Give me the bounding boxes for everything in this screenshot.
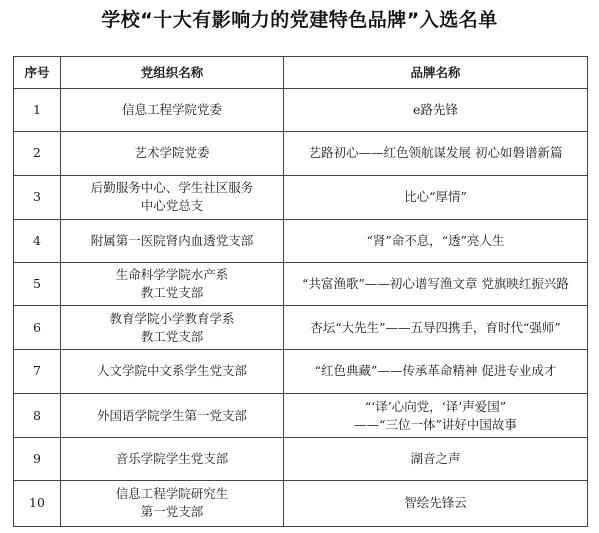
table-row [14, 480, 588, 526]
brand-name-cell [284, 89, 588, 132]
brand-name-line: “‘译’心向党，‘译’声爱国” [364, 398, 507, 414]
row-index: 2 [14, 132, 61, 175]
org-name-line: 后勤服务中心、学生社区服务 [90, 180, 254, 196]
org-name-line: 信息工程学院党委 [121, 102, 222, 118]
table-row [14, 349, 588, 393]
brand-name-cell [284, 480, 588, 526]
table-row [14, 394, 588, 438]
org-name-cell [61, 480, 284, 526]
table-row [14, 132, 588, 175]
brand-name-line: 智绘先锋云 [404, 495, 467, 511]
org-name-line: 教工党支部 [140, 328, 204, 344]
org-name-line: 信息工程学院研究生 [115, 486, 229, 502]
org-name-cell [61, 89, 284, 132]
org-name-line: 第一党支部 [140, 504, 204, 520]
table-row [14, 219, 588, 262]
row-index: 7 [14, 349, 61, 393]
row-index: 8 [14, 394, 61, 438]
table-row [14, 306, 588, 349]
table-header-row [14, 57, 588, 89]
brand-name-line: 杏坛“大先生”——五导四携手，育时代“强师” [310, 319, 561, 335]
org-name-cell [61, 349, 284, 393]
brand-name-line: “红色典藏”——传承革命精神 促进专业成才 [314, 363, 557, 379]
org-name-line: 人文学院中文系学生党支部 [96, 363, 247, 379]
header-index: 序号 [14, 57, 61, 89]
row-index: 3 [14, 175, 61, 219]
table-row [14, 89, 588, 132]
brand-name-cell [284, 438, 588, 480]
org-name-line: 艺术学院党委 [134, 145, 210, 161]
header-org-name: 党组织名称 [61, 57, 284, 89]
table-row [14, 263, 588, 306]
org-name-cell [61, 175, 284, 219]
brand-name-line: ——“三位一体”讲好中国故事 [354, 416, 517, 432]
page-title: 学校“十大有影响力的党建特色品牌”入选名单 [101, 9, 498, 31]
brand-list-table [13, 56, 588, 527]
org-name-cell [61, 438, 284, 480]
brand-name-line: e路先锋 [413, 102, 458, 118]
org-name-line: 音乐学院学生党支部 [115, 450, 229, 466]
org-name-cell [61, 394, 284, 438]
org-name-line: 中心党总支 [140, 198, 204, 214]
org-name-cell [61, 306, 284, 349]
row-index: 4 [14, 219, 61, 262]
row-index: 5 [14, 263, 61, 306]
brand-name-line: 艺路初心——红色领航谋发展 初心如磐谱新篇 [308, 145, 563, 161]
org-name-line: 外国语学院学生第一党支部 [96, 407, 247, 423]
row-index: 6 [14, 306, 61, 349]
brand-name-cell [284, 132, 588, 175]
brand-name-cell [284, 175, 588, 219]
brand-name-line: 湖音之声 [410, 450, 461, 466]
brand-name-cell [284, 349, 588, 393]
org-name-cell [61, 219, 284, 262]
org-name-cell [61, 263, 284, 306]
org-name-line: 教工党支部 [140, 285, 204, 301]
table-row [14, 175, 588, 219]
brand-name-cell [284, 394, 588, 438]
row-index: 10 [14, 480, 61, 526]
org-name-line: 教育学院小学教育学系 [109, 310, 235, 326]
org-name-line: 附属第一医院肾内血透党支部 [90, 233, 254, 249]
table-row [14, 438, 588, 480]
brand-name-line: “共富渔歌”——初心谱写渔文章 党旗映红振兴路 [302, 276, 569, 292]
brand-name-cell [284, 263, 588, 306]
brand-name-cell [284, 306, 588, 349]
brand-name-line: “肾”命不息，“透”亮人生 [366, 233, 505, 249]
header-brand-name: 品牌名称 [284, 57, 588, 89]
org-name-line: 生命科学学院水产系 [115, 267, 229, 283]
org-name-cell [61, 132, 284, 175]
brand-name-line: 比心“厚情” [404, 189, 467, 205]
brand-name-cell [284, 219, 588, 262]
row-index: 9 [14, 438, 61, 480]
row-index: 1 [14, 89, 61, 132]
